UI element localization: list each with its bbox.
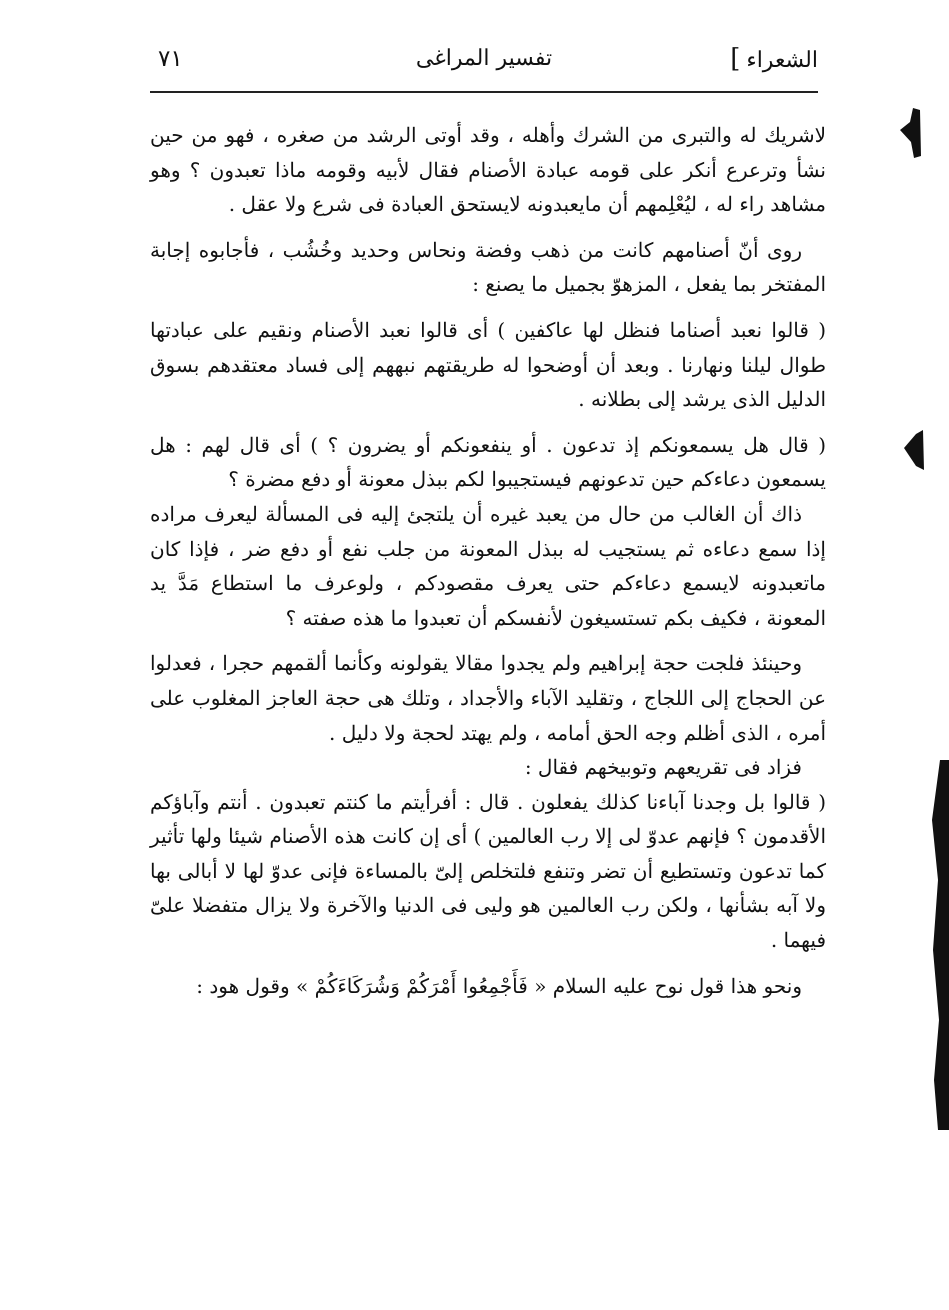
page-number: ٧١ (158, 46, 183, 72)
quran-verse-paragraph: ( قال هل يسمعونكم إذ تدعون . أو ينفعونكم أو يضرون ؟ ) أى قال لهم : هل يسمعون دعاءكم حين تدعونهم فيستجيبوا لكم ببذل معونة أو دفع مضرة ؟ (150, 432, 826, 492)
header-rule (150, 91, 818, 93)
paragraph: ونحو هذا قول نوح عليه السلام « فَأَجْمِعُوا أَمْرَكُمْ وَشُرَكَاءَكُمْ » وقول هود : (196, 973, 802, 998)
margin-arrow-mark (902, 428, 926, 472)
page-header (150, 44, 818, 96)
paragraph: روى أنّ أصنامهم كانت من ذهب وفضة ونحاس وحديد وخُشُب ، فأجابوه إجابة المفتخر بما يفعل ، المزهوّ بجميل ما يصنع : (150, 237, 826, 297)
quran-verse-paragraph: ( قالوا بل وجدنا آباءنا كذلك يفعلون . قال : أفرأيتم ما كنتم تعبدون . أنتم وآباؤكم الأقدمون ؟ فإنهم عدوّ لى إلا رب العالمين ) أى إن كانت هذه الأصنام شيئا ولها تأثير كما تدعون وتستطيع أن تضر وتنفع فلتخلص إلىّ بالمساءة فإنى عدوّ لها لا أبالى بها ولا آبه بشأنها ، ولكن رب العالمين هو وليى فى الدنيا والآخرة ولا يزال متفضلا علىّ فيهما . (150, 789, 827, 953)
paragraph: ذاك أن الغالب من حال من يعبد غيره أن يلتجئ إليه فى المسألة ليعرف مراده إذا سمع دعاءه ثم يستجيب له ببذل المعونة من جلب نفع أو دفع ضر ، فإذا كان ماتعبدونه لايسمع دعاءكم حتى يعرف مقصودكم ، ولوعرف ما استطاع مَدَّ يد المعونة ، فكيف بكم تستسيغون لأنفسكم أن تعبدوا ما هذه صفته ؟ (150, 501, 826, 630)
book-title: تفسير المراغى (415, 46, 553, 71)
section-name: الشعراء (746, 48, 818, 73)
paragraph: فزاد فى تقريعهم وتوبيخهم فقال : (524, 755, 802, 780)
margin-scan-shadow (930, 760, 949, 1130)
body-text (150, 118, 826, 1003)
section-bracket: ] (730, 44, 741, 74)
paragraph: وحينئذ فلجت حجة إبراهيم ولم يجدوا مقالا يقولونه وكأنما ألقمهم حجرا ، فعدلوا عن الحجاج إلى اللجاج ، وتقليد الآباء والأجداد ، وتلك هى حجة العاجز المغلوب على أمره ، الذى أظلم وجه الحق أمامه ، ولم يهتد لحجة ولا دليل . (150, 651, 826, 745)
quran-verse-paragraph: ( قالوا نعبد أصناما فنظل لها عاكفين ) أى قالوا نعبد الأصنام ونقيم على عبادتها طوال ليلنا ونهارنا . وبعد أن أوضحوا له طريقتهم نبههم إلى فساد معتقدهم بسوق الدليل الذى يرشد إلى بطلانه . (150, 317, 826, 412)
margin-arrow-mark (898, 104, 924, 160)
paragraph: لاشريك له والتبرى من الشرك وأهله ، وقد أوتى الرشد من صغره ، فهو من حين نشأ وترعرع أنكر على قومه عبادة الأصنام فقال لأبيه وقومه ماذا تعبدون ؟ وهو مشاهد راء له ، ليُعْلِمهم أن مايعبدونه لايستحق العبادة فى شرع ولا عقل . (150, 123, 826, 217)
